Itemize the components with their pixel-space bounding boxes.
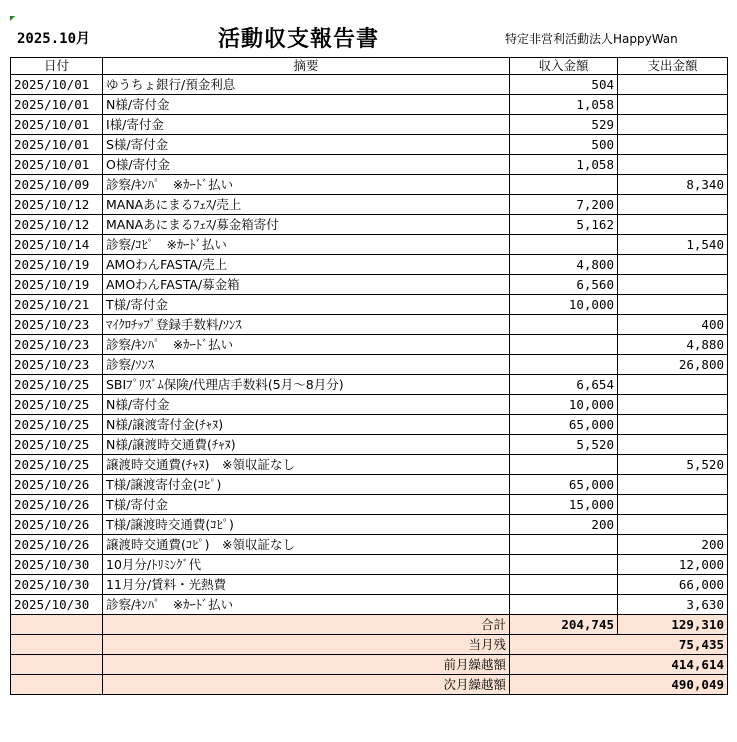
date-cell: 2025/10/01 [11,155,103,175]
column-header-date: 日付 [11,58,103,75]
description-cell: O様/寄付金 [103,155,510,175]
table-row [11,315,728,335]
income-cell: 10,000 [510,295,618,315]
income-cell [510,555,618,575]
total-row [11,615,728,635]
expense-cell: 12,000 [618,555,728,575]
expense-cell [618,495,728,515]
income-cell: 65,000 [510,475,618,495]
income-cell: 15,000 [510,495,618,515]
description-cell: 診察/ｷﾝﾊﾟ ※ｶｰﾄﾞ払い [103,335,510,355]
expense-cell: 200 [618,535,728,555]
expense-cell: 1,540 [618,235,728,255]
description-cell: I様/寄付金 [103,115,510,135]
organization-name: 特定非営利活動法人HappyWan [505,32,678,46]
description-cell: N様/寄付金 [103,395,510,415]
description-cell: 譲渡時交通費(ﾁｬﾇ) ※領収証なし [103,455,510,475]
expense-cell [618,135,728,155]
prev-carryover-label: 前月繰越額 [103,655,510,675]
page-title: 活動収支報告書 [218,26,380,52]
ledger-table [10,57,728,695]
date-cell: 2025/10/23 [11,315,103,335]
total-income: 204,745 [510,615,618,635]
date-cell: 2025/10/30 [11,555,103,575]
date-cell: 2025/10/26 [11,475,103,495]
description-cell: ゆうちょ銀行/預金利息 [103,75,510,95]
income-cell: 7,200 [510,195,618,215]
expense-cell [618,275,728,295]
expense-cell [618,75,728,95]
description-cell: SBIﾌﾟﾘｽﾞﾑ保険/代理店手数料(5月～8月分) [103,375,510,395]
date-cell: 2025/10/21 [11,295,103,315]
description-cell: AMOわんFASTA/売上 [103,255,510,275]
table-row [11,195,728,215]
income-cell [510,175,618,195]
table-row [11,595,728,615]
expense-cell [618,435,728,455]
date-cell: 2025/10/26 [11,515,103,535]
prev-carryover-row [11,655,728,675]
total-expense: 129,310 [618,615,728,635]
description-cell: 診察/ｷﾝﾊﾟ ※ｶｰﾄﾞ払い [103,595,510,615]
income-cell: 6,654 [510,375,618,395]
expense-cell: 3,630 [618,595,728,615]
description-cell: T様/譲渡時交通費(ｺﾋﾟ) [103,515,510,535]
table-row [11,275,728,295]
income-cell: 504 [510,75,618,95]
income-cell [510,595,618,615]
table-row [11,415,728,435]
table-row [11,555,728,575]
cell-indicator-icon [10,16,15,21]
date-cell: 2025/10/26 [11,535,103,555]
table-row [11,495,728,515]
date-cell: 2025/10/09 [11,175,103,195]
next-carryover-row [11,675,728,695]
table-row [11,475,728,495]
month-balance-label: 当月残 [103,635,510,655]
income-cell: 5,162 [510,215,618,235]
month-balance-value: 75,435 [510,635,728,655]
income-cell: 1,058 [510,95,618,115]
expense-cell [618,255,728,275]
date-cell: 2025/10/01 [11,115,103,135]
date-cell: 2025/10/14 [11,235,103,255]
income-cell: 65,000 [510,415,618,435]
income-cell [510,455,618,475]
description-cell: N様/譲渡寄付金(ﾁｬﾇ) [103,415,510,435]
date-cell: 2025/10/25 [11,455,103,475]
income-cell: 4,800 [510,255,618,275]
expense-cell: 4,880 [618,335,728,355]
date-cell: 2025/10/01 [11,95,103,115]
column-header-description: 摘要 [103,58,510,75]
expense-cell: 66,000 [618,575,728,595]
next-carryover-label: 次月繰越額 [103,675,510,695]
table-row [11,295,728,315]
table-row [11,255,728,275]
expense-cell: 5,520 [618,455,728,475]
date-cell: 2025/10/19 [11,275,103,295]
month-balance-row [11,635,728,655]
income-cell [510,355,618,375]
expense-cell [618,155,728,175]
income-cell: 200 [510,515,618,535]
income-cell: 6,560 [510,275,618,295]
expense-cell [618,415,728,435]
expense-cell [618,515,728,535]
next-carryover-value: 490,049 [510,675,728,695]
description-cell: 診察/ｷﾝﾊﾟ ※ｶｰﾄﾞ払い [103,175,510,195]
table-row [11,95,728,115]
date-cell: 2025/10/01 [11,135,103,155]
expense-cell: 400 [618,315,728,335]
income-cell [510,315,618,335]
report-period: 2025.10月 [17,31,91,47]
description-cell: S様/寄付金 [103,135,510,155]
date-cell: 2025/10/26 [11,495,103,515]
table-row [11,375,728,395]
date-cell: 2025/10/30 [11,595,103,615]
table-row [11,515,728,535]
table-row [11,575,728,595]
expense-cell: 8,340 [618,175,728,195]
date-cell: 2025/10/23 [11,355,103,375]
date-cell: 2025/10/12 [11,195,103,215]
income-cell: 529 [510,115,618,135]
income-cell: 1,058 [510,155,618,175]
table-row [11,455,728,475]
summary-blank-cell [11,615,103,635]
description-cell: AMOわんFASTA/募金箱 [103,275,510,295]
date-cell: 2025/10/25 [11,415,103,435]
date-cell: 2025/10/12 [11,215,103,235]
date-cell: 2025/10/19 [11,255,103,275]
expense-cell: 26,800 [618,355,728,375]
table-row [11,435,728,455]
income-cell: 500 [510,135,618,155]
table-row [11,135,728,155]
table-row [11,535,728,555]
description-cell: 診察/ｿﾝｽ [103,355,510,375]
expense-cell [618,115,728,135]
table-row [11,175,728,195]
date-cell: 2025/10/25 [11,435,103,455]
income-cell: 5,520 [510,435,618,455]
total-label: 合計 [103,615,510,635]
description-cell: N様/譲渡時交通費(ﾁｬﾇ) [103,435,510,455]
summary-blank-cell [11,675,103,695]
column-header-expense: 支出金額 [618,58,728,75]
description-cell: 譲渡時交通費(ｺﾋﾟ) ※領収証なし [103,535,510,555]
income-cell: 10,000 [510,395,618,415]
summary-blank-cell [11,635,103,655]
header-row [11,58,728,75]
expense-cell [618,475,728,495]
description-cell: T様/譲渡寄付金(ｺﾋﾟ) [103,475,510,495]
income-cell [510,335,618,355]
income-cell [510,575,618,595]
expense-cell [618,395,728,415]
date-cell: 2025/10/25 [11,375,103,395]
description-cell: N様/寄付金 [103,95,510,115]
description-cell: 10月分/ﾄﾘﾐﾝｸﾞ代 [103,555,510,575]
table-row [11,155,728,175]
income-cell [510,535,618,555]
table-row [11,115,728,135]
table-row [11,355,728,375]
expense-cell [618,195,728,215]
prev-carryover-value: 414,614 [510,655,728,675]
column-header-income: 収入金額 [510,58,618,75]
description-cell: ﾏｲｸﾛﾁｯﾌﾟ登録手数料/ｿﾝｽ [103,315,510,335]
expense-cell [618,95,728,115]
expense-cell [618,295,728,315]
income-cell [510,235,618,255]
description-cell: 診察/ｺﾋﾟ ※ｶｰﾄﾞ払い [103,235,510,255]
expense-cell [618,215,728,235]
table-row [11,395,728,415]
table-row [11,335,728,355]
description-cell: MANAあにまるﾌｪｽ/売上 [103,195,510,215]
description-cell: T様/寄付金 [103,295,510,315]
table-row [11,75,728,95]
description-cell: 11月分/賃料・光熱費 [103,575,510,595]
table-row [11,235,728,255]
date-cell: 2025/10/25 [11,395,103,415]
description-cell: T様/寄付金 [103,495,510,515]
table-row [11,215,728,235]
date-cell: 2025/10/01 [11,75,103,95]
date-cell: 2025/10/23 [11,335,103,355]
date-cell: 2025/10/30 [11,575,103,595]
description-cell: MANAあにまるﾌｪｽ/募金箱寄付 [103,215,510,235]
expense-cell [618,375,728,395]
summary-blank-cell [11,655,103,675]
ledger-body [11,75,728,615]
